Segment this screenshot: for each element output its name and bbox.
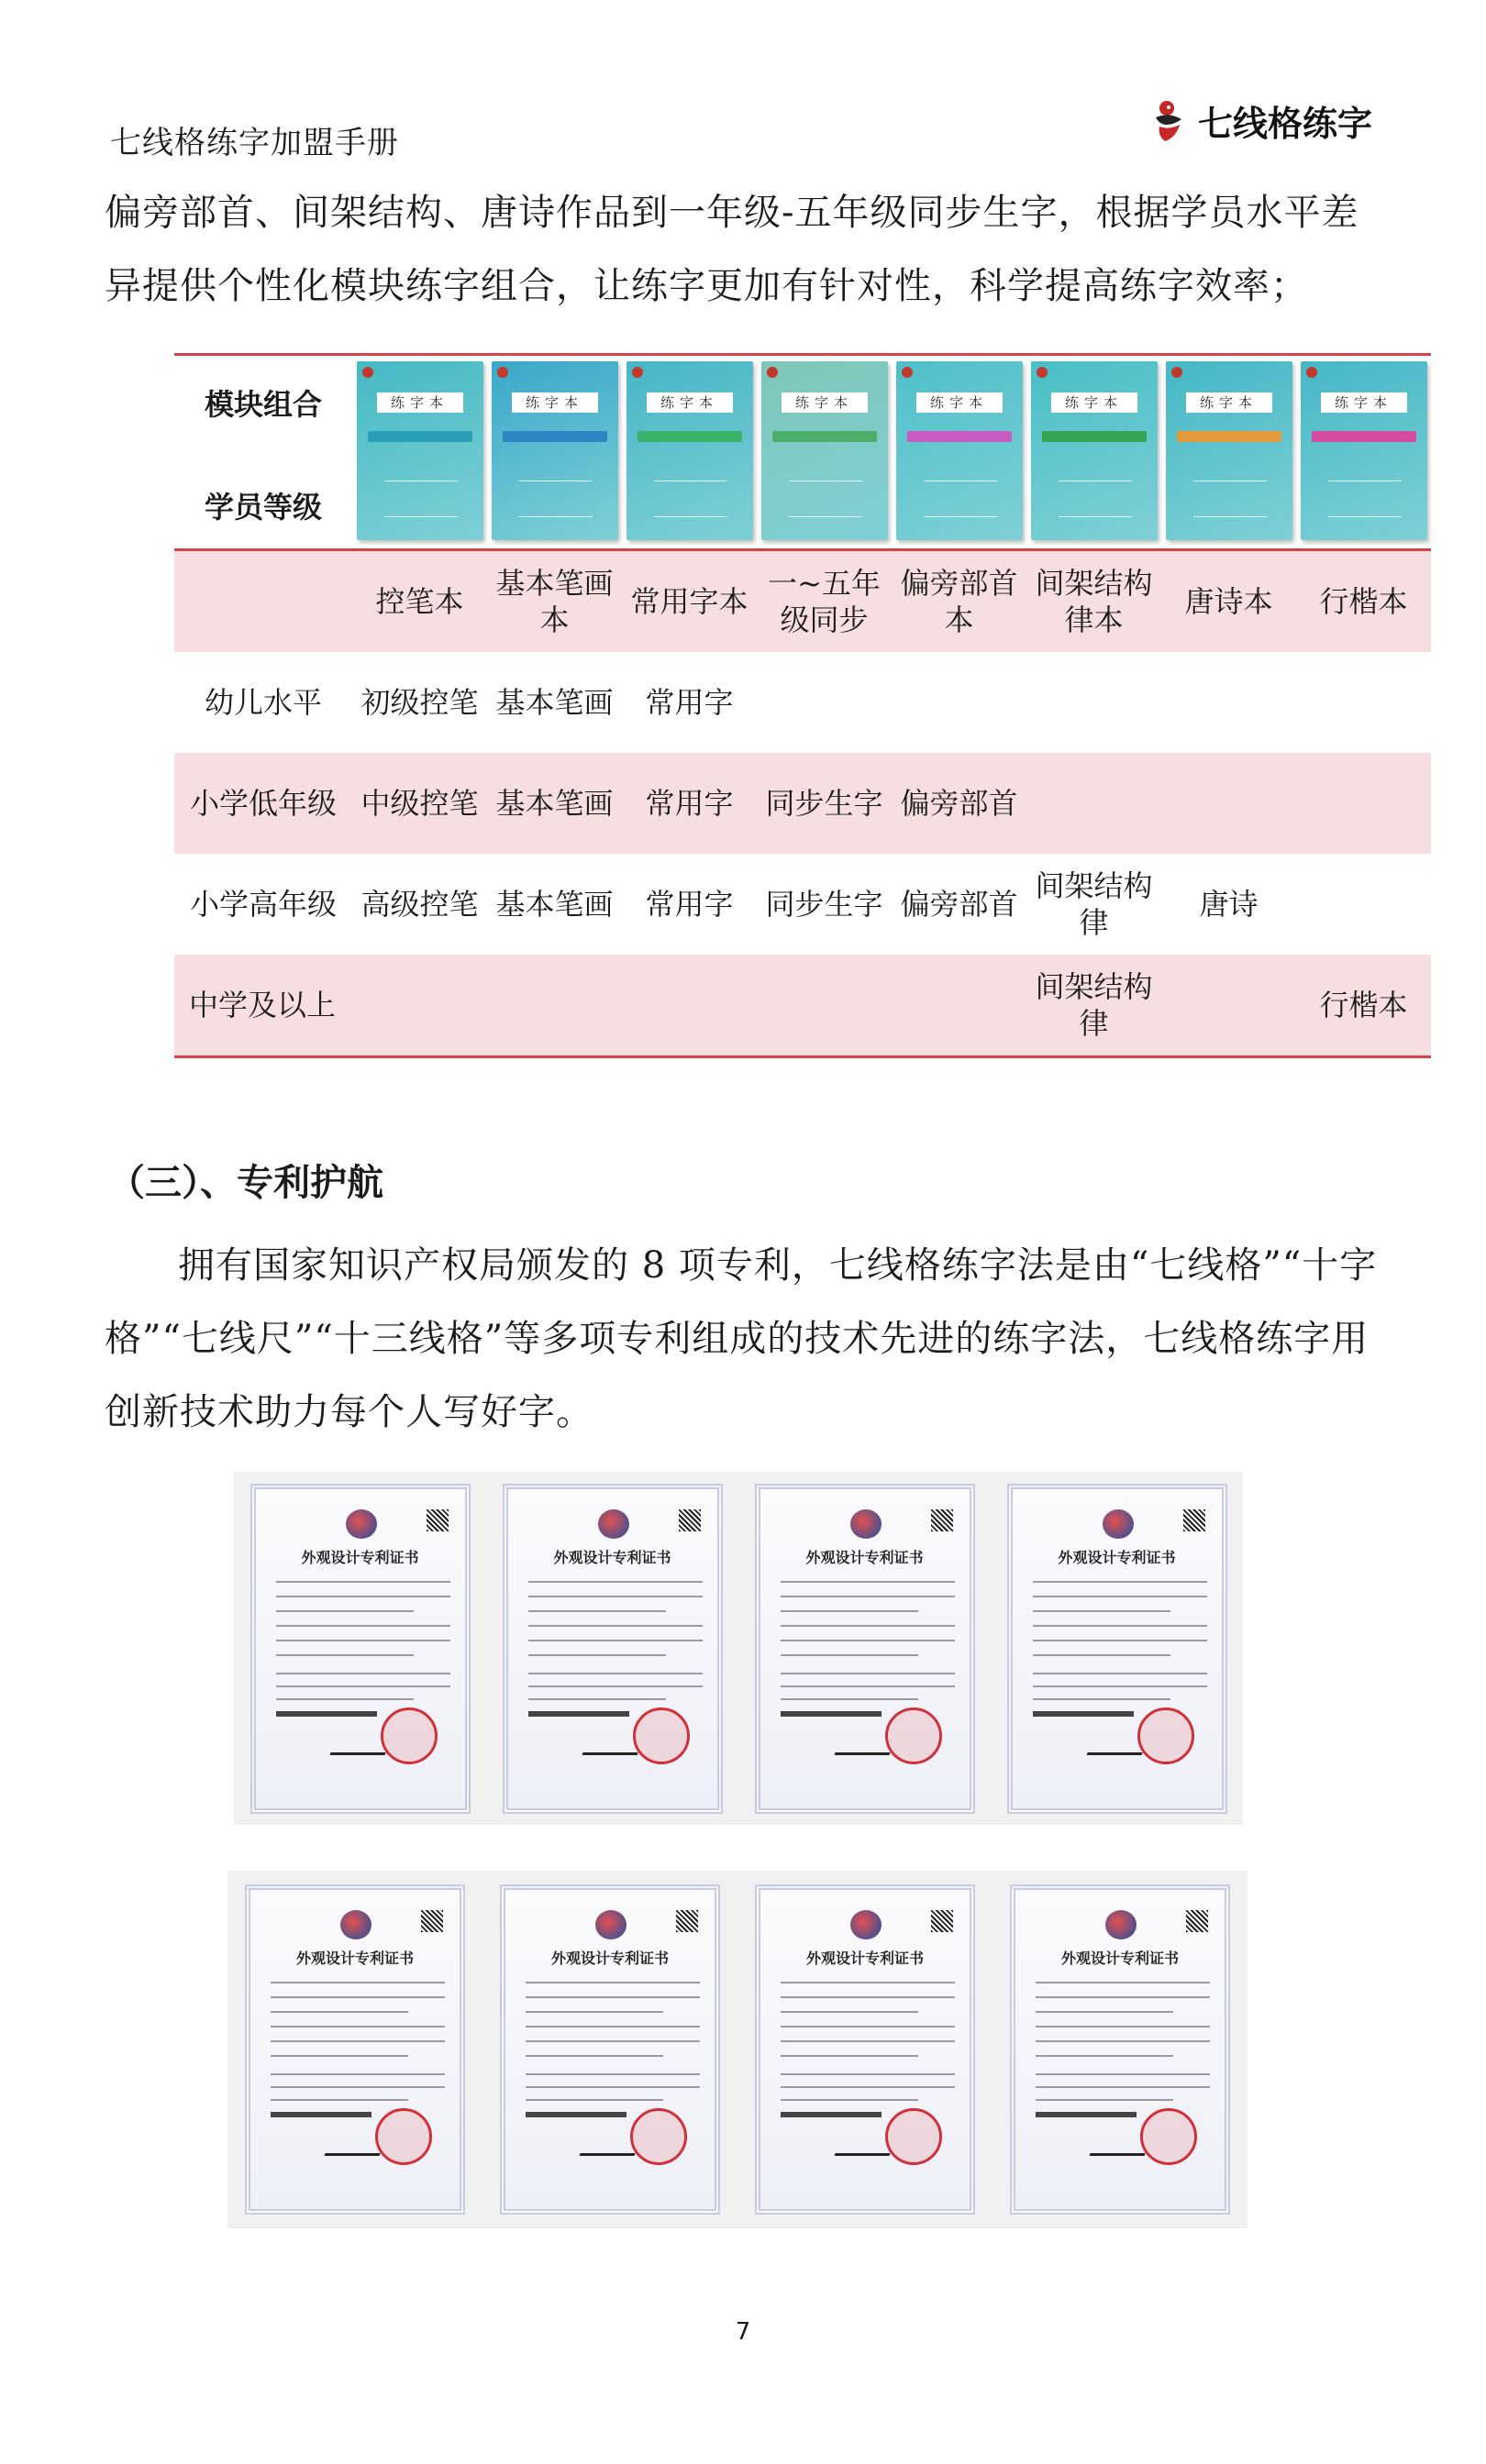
cover-label: 练字本	[916, 392, 1003, 413]
section-paragraph: 拥有国家知识产权局颁发的 8 项专利，七线格练字法是由“七线格”“十字格”“七线尺”“十三线格”等多项专利组成的技术先进的练字法，七线格练字用创新技术助力每个人写好字。	[105, 1244, 1378, 1433]
certificate-text-line	[1033, 1610, 1170, 1612]
official-seal-icon	[381, 1707, 438, 1764]
table-cell: 基本笔画	[495, 887, 614, 922]
cover-cell	[1161, 356, 1296, 548]
cover-logo-icon	[1306, 367, 1317, 378]
cover-cell	[352, 356, 487, 548]
cover-cell	[487, 356, 622, 548]
certificate-text-line	[781, 2040, 955, 2042]
cover-logo-icon	[1171, 367, 1182, 378]
table-cell: 控笔本	[375, 584, 464, 619]
certificate-text-line	[528, 1625, 703, 1627]
table-cell: 中级控笔	[360, 786, 479, 821]
cover-lines	[654, 481, 727, 517]
certificate-text-line	[271, 2011, 408, 2013]
table-row	[174, 551, 1431, 652]
cover-band	[1042, 431, 1147, 442]
patent-certificate	[250, 1484, 471, 1814]
certificate-text-line	[1033, 1698, 1170, 1700]
cover-label: 练字本	[1186, 392, 1272, 413]
table-cell: 偏旁部首	[900, 786, 1018, 821]
patent-certificate	[1007, 1484, 1227, 1814]
certificate-strip-2	[227, 1871, 1248, 2228]
table-bottom-rule	[174, 1055, 1431, 1058]
certificate-text-line	[276, 1654, 414, 1656]
certificate-text-line	[276, 1581, 450, 1583]
certificate-text-line	[528, 1673, 703, 1674]
label-levels: 学员等级	[204, 490, 322, 525]
certificate-text-line	[271, 1996, 445, 1998]
cover-label: 练字本	[377, 392, 463, 413]
cover-logo-icon	[902, 367, 913, 378]
brand-logo	[1148, 95, 1372, 146]
page-number: 7	[735, 2318, 751, 2346]
cover-band	[1177, 431, 1281, 442]
cover-label: 练字本	[647, 392, 733, 413]
certificate-text-line	[1036, 2086, 1210, 2088]
patent-office-emblem-icon	[595, 1910, 627, 1939]
cover-cell	[892, 356, 1026, 548]
workbook-cover	[1301, 361, 1427, 540]
certificate-text-line	[781, 2086, 955, 2088]
certificate-text-line	[276, 1685, 450, 1687]
patent-office-emblem-icon	[340, 1910, 372, 1939]
certificate-title: 外观设计专利证书	[301, 1548, 419, 1566]
certificate-text-line	[781, 2055, 918, 2057]
certificate-text-line	[271, 2099, 408, 2101]
cover-lines	[924, 481, 997, 517]
table-cell: 间架结构律	[1035, 868, 1153, 940]
table-row	[174, 652, 1431, 753]
certificate-text-line	[526, 1982, 700, 1983]
certificate-text-line	[1036, 2055, 1173, 2057]
official-seal-icon	[1140, 2108, 1197, 2165]
table-cell: 唐诗本	[1184, 584, 1273, 619]
table-cell: 常用字	[645, 887, 734, 922]
certificate-barcode	[781, 2112, 882, 2117]
cover-lines	[1059, 481, 1132, 517]
certificate-text-line	[781, 2011, 918, 2013]
cover-logo-icon	[767, 367, 778, 378]
qr-code-icon	[676, 1910, 698, 1932]
table-cell: 常用字	[645, 786, 734, 821]
certificate-text-line	[781, 2099, 918, 2101]
certificate-text-line	[526, 2073, 700, 2075]
cover-lines	[519, 481, 593, 517]
table-cell: 常用字本	[630, 584, 749, 619]
certificate-text-line	[271, 2055, 408, 2057]
qr-code-icon	[1183, 1509, 1205, 1531]
certificate-title: 外观设计专利证书	[805, 1548, 924, 1566]
certificate-text-line	[271, 2073, 445, 2075]
certificate-title: 外观设计专利证书	[553, 1548, 671, 1566]
table-cell: 唐诗	[1199, 887, 1259, 922]
table-cell: 一~五年级同步	[768, 566, 881, 637]
certificate-barcode	[528, 1711, 629, 1717]
certificate-text-line	[781, 1640, 955, 1641]
certificate-title: 外观设计专利证书	[805, 1950, 924, 1967]
cover-lines	[789, 481, 862, 517]
table-cell: 同步生字	[765, 887, 883, 922]
table-cell: 基本笔画	[495, 786, 614, 821]
certificate-text-line	[1036, 1982, 1210, 1983]
patent-office-emblem-icon	[1103, 1509, 1134, 1539]
certificate-text-line	[781, 1654, 918, 1656]
certificate-text-line	[1033, 1640, 1207, 1641]
row-level-cell: 小学低年级	[189, 786, 337, 821]
workbook-cover	[1166, 361, 1292, 540]
certificate-text-line	[781, 1982, 955, 1983]
cover-logo-icon	[1037, 367, 1048, 378]
certificate-text-line	[1036, 2073, 1210, 2075]
patent-certificate	[1010, 1884, 1230, 2215]
section-title: （三）、专利护航	[108, 1162, 383, 1204]
patent-office-emblem-icon	[1105, 1910, 1137, 1939]
qr-code-icon	[427, 1509, 449, 1531]
cover-band	[368, 431, 472, 442]
label-modules: 模块组合	[204, 387, 322, 422]
certificate-barcode	[276, 1711, 377, 1717]
workbook-cover	[492, 361, 618, 540]
certificate-text-line	[526, 1996, 700, 1998]
certificate-text-line	[781, 1996, 955, 1998]
official-seal-icon	[885, 1707, 942, 1764]
cover-cell	[1296, 356, 1431, 548]
cover-label: 练字本	[1321, 392, 1407, 413]
certificate-text-line	[781, 2026, 955, 2028]
cover-list	[352, 356, 1431, 548]
patent-office-emblem-icon	[598, 1509, 629, 1539]
official-seal-icon	[885, 2108, 942, 2165]
table-cell: 初级控笔	[360, 685, 479, 720]
certificate-text-line	[781, 1673, 955, 1674]
qr-code-icon	[1186, 1910, 1208, 1932]
certificate-text-line	[271, 2040, 445, 2042]
certificate-barcode	[1036, 2112, 1137, 2117]
certificate-text-line	[528, 1685, 703, 1687]
certificate-text-line	[781, 1698, 918, 1700]
certificate-text-line	[781, 2073, 955, 2075]
official-seal-icon	[1137, 1707, 1194, 1764]
certificate-text-line	[271, 2086, 445, 2088]
patent-certificate	[503, 1484, 723, 1814]
certificate-text-line	[1033, 1625, 1207, 1627]
cover-lines	[384, 481, 458, 517]
certificate-text-line	[526, 2026, 700, 2028]
certificate-text-line	[276, 1625, 450, 1627]
module-table	[174, 353, 1431, 1058]
cover-band	[772, 431, 877, 442]
table-row	[174, 854, 1431, 955]
certificate-text-line	[276, 1673, 450, 1674]
certificate-barcode	[1033, 1711, 1134, 1717]
official-seal-icon	[630, 2108, 687, 2165]
certificate-text-line	[276, 1596, 450, 1597]
qr-code-icon	[421, 1910, 443, 1932]
table-row	[174, 753, 1431, 854]
certificate-text-line	[528, 1596, 703, 1597]
certificate-text-line	[1036, 1996, 1210, 1998]
cover-logo-icon	[362, 367, 373, 378]
table-row	[174, 955, 1431, 1055]
workbook-cover	[627, 361, 753, 540]
cover-lines	[1193, 481, 1267, 517]
certificate-text-line	[526, 2055, 663, 2057]
workbook-cover	[1031, 361, 1158, 540]
cover-label: 练字本	[1051, 392, 1137, 413]
cover-logo-icon	[497, 367, 508, 378]
cover-band	[503, 431, 607, 442]
workbook-cover	[896, 361, 1023, 540]
table-cell: 行楷本	[1319, 988, 1408, 1022]
certificate-title: 外观设计专利证书	[1060, 1950, 1179, 1967]
certificate-text-line	[276, 1610, 414, 1612]
certificate-text-line	[528, 1610, 666, 1612]
certificate-text-line	[1036, 2040, 1210, 2042]
certificate-barcode	[271, 2112, 372, 2117]
cover-band	[638, 431, 742, 442]
qr-code-icon	[931, 1910, 953, 1932]
patent-certificate	[755, 1884, 975, 2215]
certificate-text-line	[1036, 2099, 1173, 2101]
certificate-text-line	[781, 1581, 955, 1583]
cover-lines	[1328, 481, 1402, 517]
certificate-text-line	[781, 1610, 918, 1612]
brand-name: 七线格练字	[1198, 104, 1373, 144]
intro-paragraph: 偏旁部首、间架结构、唐诗作品到一年级-五年级同步生字，根据学员水平差异提供个性化模块练字组合，让练字更加有针对性，科学提高练字效率；	[105, 192, 1359, 307]
cover-cell	[757, 356, 892, 548]
cover-cell	[622, 356, 757, 548]
certificate-text-line	[528, 1581, 703, 1583]
workbook-cover	[357, 361, 483, 540]
certificate-text-line	[528, 1698, 666, 1700]
certificate-strip-1	[234, 1472, 1243, 1825]
certificate-text-line	[271, 1982, 445, 1983]
qr-code-icon	[931, 1509, 953, 1531]
cover-band	[907, 431, 1012, 442]
certificate-text-line	[781, 1596, 955, 1597]
official-seal-icon	[633, 1707, 690, 1764]
certificate-title: 外观设计专利证书	[295, 1950, 414, 1967]
certificate-text-line	[526, 2011, 663, 2013]
official-seal-icon	[375, 2108, 432, 2165]
certificate-text-line	[528, 1640, 703, 1641]
certificate-text-line	[526, 2086, 700, 2088]
certificate-barcode	[526, 2112, 627, 2117]
table-cell: 基本笔画本	[495, 566, 614, 637]
row-labels	[174, 356, 352, 548]
certificate-text-line	[781, 1685, 955, 1687]
table-cell: 同步生字	[765, 786, 883, 821]
table-cell: 基本笔画	[495, 685, 614, 720]
patent-office-emblem-icon	[850, 1509, 882, 1539]
certificate-text-line	[1033, 1654, 1170, 1656]
cover-label: 练字本	[782, 392, 868, 413]
row-level-cell: 中学及以上	[189, 988, 337, 1022]
certificate-text-line	[276, 1698, 414, 1700]
certificate-text-line	[271, 2026, 445, 2028]
document-title: 七线格练字加盟手册	[110, 125, 399, 161]
bird-logo-icon	[1148, 97, 1189, 145]
module-cover-row	[174, 356, 1431, 548]
patent-office-emblem-icon	[850, 1910, 882, 1939]
cover-band	[1312, 431, 1416, 442]
cover-logo-icon	[632, 367, 643, 378]
cover-cell	[1026, 356, 1161, 548]
certificate-text-line	[276, 1640, 450, 1641]
certificate-text-line	[1033, 1596, 1207, 1597]
certificate-text-line	[526, 2040, 700, 2042]
table-cell: 偏旁部首本	[900, 566, 1018, 637]
certificate-text-line	[1033, 1673, 1207, 1674]
certificate-text-line	[528, 1654, 666, 1656]
table-cell: 行楷本	[1319, 584, 1408, 619]
patent-certificate	[755, 1484, 975, 1814]
certificate-text-line	[1033, 1685, 1207, 1687]
table-cell: 高级控笔	[360, 887, 479, 922]
table-cell: 偏旁部首	[900, 887, 1018, 922]
table-cell: 常用字	[645, 685, 734, 720]
workbook-cover	[761, 361, 888, 540]
patent-certificate	[500, 1884, 720, 2215]
row-level-cell: 幼儿水平	[204, 685, 322, 720]
qr-code-icon	[679, 1509, 701, 1531]
certificate-text-line	[526, 2099, 663, 2101]
cover-label: 练字本	[512, 392, 598, 413]
certificate-barcode	[781, 1711, 882, 1717]
certificate-text-line	[1033, 1581, 1207, 1583]
certificate-text-line	[1036, 2026, 1210, 2028]
level-grid	[174, 551, 1431, 1055]
table-cell: 间架结构律	[1035, 969, 1153, 1041]
certificate-text-line	[781, 1625, 955, 1627]
patent-office-emblem-icon	[346, 1509, 377, 1539]
row-level-cell: 小学高年级	[189, 887, 337, 922]
certificate-title: 外观设计专利证书	[1058, 1548, 1176, 1566]
table-cell: 间架结构律本	[1035, 566, 1153, 637]
patent-certificate	[245, 1884, 465, 2215]
certificate-title: 外观设计专利证书	[550, 1950, 669, 1967]
certificate-text-line	[1036, 2011, 1173, 2013]
